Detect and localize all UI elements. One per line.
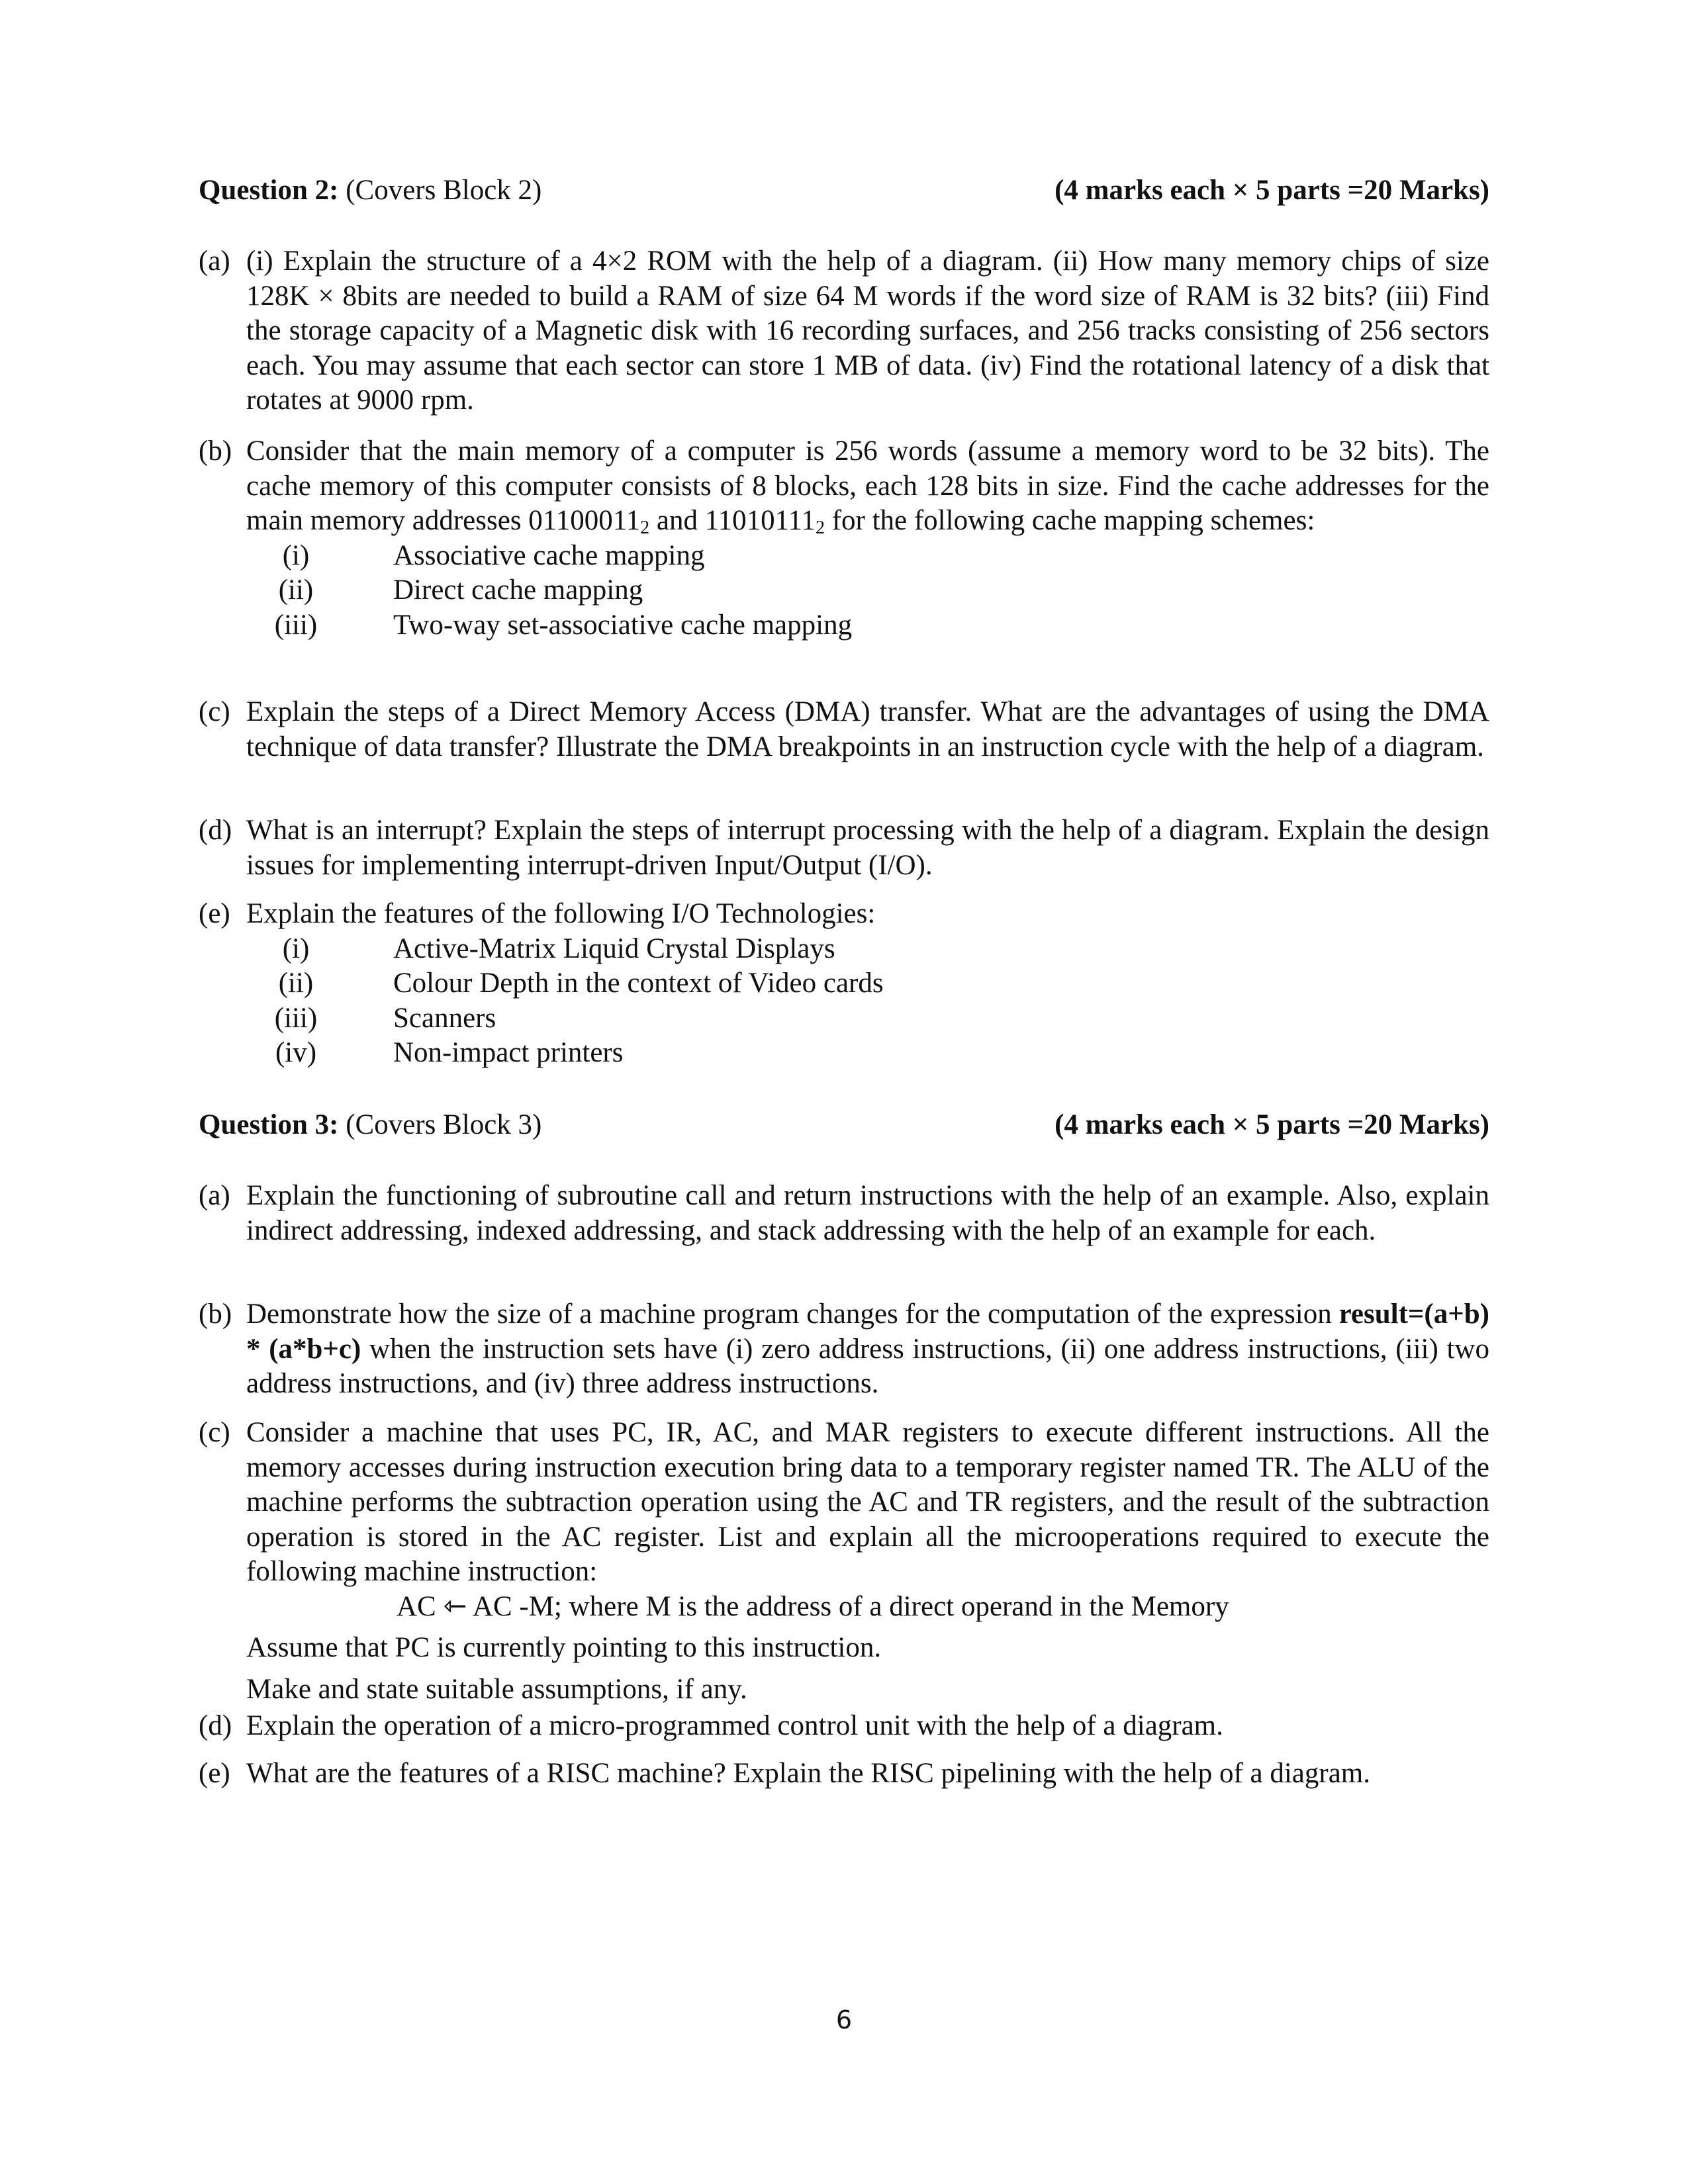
q3-e-label: (e): [199, 1758, 230, 1789]
q3-b-label: (b): [199, 1298, 232, 1330]
q2-b-sub2: 2: [815, 518, 825, 538]
q3-d-label: (d): [199, 1710, 232, 1741]
q3-c-label: (c): [199, 1417, 230, 1448]
q3-c-note2: Make and state suitable assumptions, if any.: [246, 1673, 747, 1705]
q3-header: [199, 1105, 1489, 1145]
q2-b-item-text: Associative cache mapping: [393, 539, 705, 571]
q2-e-item-num: (iv): [275, 1037, 317, 1068]
q2-e-text: Explain the features of the following I/O Technologies:: [246, 898, 876, 929]
list-item: [246, 966, 1489, 1001]
q2-part-c: [199, 695, 1489, 764]
q3-covers: (Covers Block 3): [338, 1109, 542, 1140]
q2-e-item-text: Active-Matrix Liquid Crystal Displays: [393, 933, 835, 964]
q2-b-text2: and 11010111: [649, 505, 816, 536]
q2-b-text: [246, 434, 1489, 539]
list-item: [246, 608, 1489, 643]
q3-e-text: What are the features of a RISC machine? Explain the RISC pipelining with the help of a diagram.: [246, 1758, 1370, 1789]
q2-b-item-text: Direct cache mapping: [393, 574, 643, 606]
q2-a-label: (a): [199, 246, 230, 277]
list-item: [246, 539, 1489, 574]
list-item: [246, 1036, 1489, 1071]
q3-title: Question 3:: [199, 1109, 339, 1140]
q3-c-text: Consider a machine that uses PC, IR, AC, and MAR registers to execute different instructions. All the memory accesses during instruction execution bring data to a temporary register named TR. The ALU of the machine performs the subtraction operation using the AC and TR registers, and the result of the subtraction operation is stored in the AC register. List and explain all the microoperations required to execute the following machine instruction:: [246, 1417, 1489, 1587]
list-item: [246, 932, 1489, 967]
q2-b-sub1: 2: [640, 518, 650, 538]
q3-a-label: (a): [199, 1180, 230, 1211]
q2-part-b: [199, 434, 1489, 643]
q3-part-a: [199, 1179, 1489, 1248]
q2-title: Question 2:: [199, 175, 339, 206]
q3-part-d: [199, 1709, 1489, 1744]
q3-b-expression: result=(a+b) * (a*b+c): [246, 1298, 1489, 1365]
list-item: [246, 1001, 1489, 1036]
q2-b-item-text: Two-way set-associative cache mapping: [393, 609, 853, 641]
q2-part-a: [199, 244, 1489, 418]
q2-header: [199, 171, 1489, 210]
q3-a-text: Explain the functioning of subroutine call and return instructions with the help of an example. Also, explain indirect addressing, indexed addressing, and stack addressing with the help of an example for each.: [246, 1180, 1489, 1246]
q2-d-text: What is an interrupt? Explain the steps of interrupt processing with the help of a diagram. Explain the design issues for implementing interrupt-driven Input/Output (I/O).: [246, 815, 1489, 881]
q3-b-text2: when the instruction sets have (i) zero address instructions, (ii) one address instructions, (iii) two address instructions, and (iv) three address instructions.: [246, 1333, 1489, 1399]
q2-b-item-num: (i): [282, 539, 310, 571]
q2-marks: (4 marks each × 5 parts =20 Marks): [1055, 175, 1489, 206]
q3-c-instruction: AC ⇽ AC -M; where M is the address of a direct operand in the Memory: [397, 1590, 1229, 1622]
q2-part-e: [199, 897, 1489, 1071]
q2-c-label: (c): [199, 696, 230, 727]
q3-b-text1: Demonstrate how the size of a machine program changes for the computation of the expression: [246, 1298, 1339, 1330]
q3-part-c: [199, 1416, 1489, 1707]
q3-b-text: [246, 1297, 1489, 1402]
q2-b-text3: for the following cache mapping schemes:: [824, 505, 1315, 536]
q2-e-item-num: (ii): [278, 968, 314, 999]
q2-e-item-num: (i): [282, 933, 310, 964]
q3-c-note1: Assume that PC is currently pointing to this instruction.: [246, 1632, 882, 1663]
q2-d-label: (d): [199, 815, 232, 846]
q3-part-e: [199, 1756, 1489, 1792]
q2-e-label: (e): [199, 898, 230, 929]
q2-b-label: (b): [199, 435, 232, 467]
q2-c-text: Explain the steps of a Direct Memory Access (DMA) transfer. What are the advantages of using the DMA technique of data transfer? Illustrate the DMA breakpoints in an instruction cycle with the help of a diagram.: [246, 696, 1489, 762]
q2-a-text: (i) Explain the structure of a 4×2 ROM with the help of a diagram. (ii) How many memory chips of size 128K × 8bits are needed to build a RAM of size 64 M words if the word size of RAM is 32 bits? (iii) Find the storage capacity of a Magnetic disk with 16 recording surfaces, and 256 tracks consisting of 256 sectors each. You may assume that each sector can store 1 MB of data. (iv) Find the rotational latency of a disk that rotates at 9000 rpm.: [246, 246, 1489, 416]
q2-e-item-text: Scanners: [393, 1002, 496, 1034]
q2-b-text1: Consider that the main memory of a computer is 256 words (assume a memory word to be 32 bits). The cache memory of this computer consists of 8 blocks, each 128 bits in size. Find the cache addresses for the main memory addresses 01100011: [246, 435, 1489, 536]
q2-covers: (Covers Block 2): [338, 175, 542, 206]
list-item: [246, 573, 1489, 608]
page-number: 6: [835, 2005, 853, 2034]
q2-b-item-num: (iii): [274, 609, 318, 641]
q3-d-text: Explain the operation of a micro-programmed control unit with the help of a diagram.: [246, 1710, 1223, 1741]
q3-part-b: [199, 1297, 1489, 1402]
q2-b-item-num: (ii): [278, 574, 314, 606]
q2-e-item-text: Non-impact printers: [393, 1037, 624, 1068]
q2-part-d: [199, 813, 1489, 883]
q2-e-item-text: Colour Depth in the context of Video cards: [393, 968, 884, 999]
q2-e-item-num: (iii): [274, 1002, 318, 1034]
q3-marks: (4 marks each × 5 parts =20 Marks): [1055, 1109, 1489, 1140]
